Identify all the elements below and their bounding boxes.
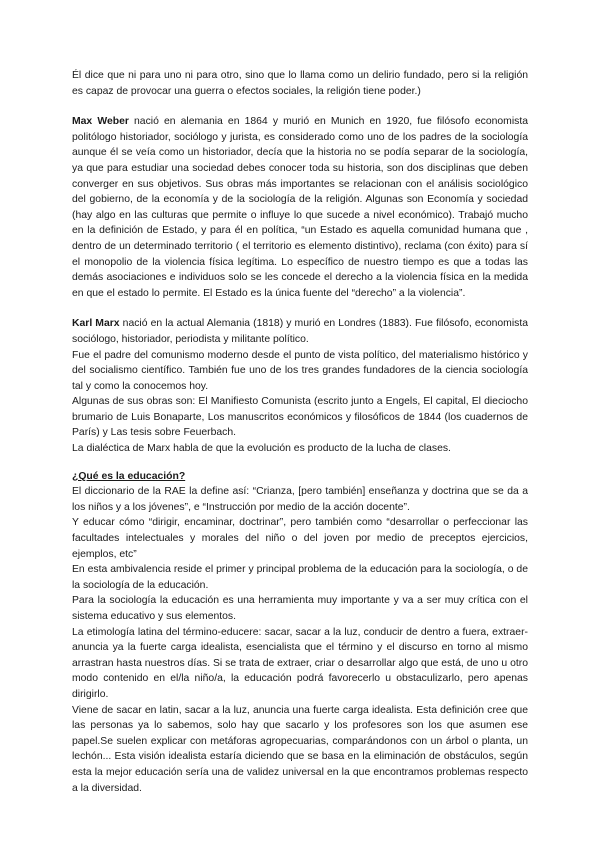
weber-paragraph — [72, 114, 528, 301]
marx-name: Karl Marx — [72, 318, 120, 330]
education-paragraph-2: Y educar cómo “dirigir, encaminar, doctrinar”, pero también como “desarrollar o perfeccionar las facultades intelectuales y morales del niño o del joven por medio de preceptos ejercicios, ejemplos, etc” — [72, 517, 528, 560]
education-paragraph-5: La etimología latina del término-educere: sacar, sacar a la luz, conducir de dentro a fuera, extraer- anuncia ya la fuerte carga idealista, esencialista que el término y el discurso en torno al mismo arrastran hasta nuestros días. Si se trata de extraer, criar o desarrollar algo que está, de uno u otro modo contenido en el/la niño/a, la educación podrá favorecerlo u obstaculizarlo, pero apenas dirigirlo. — [72, 626, 528, 700]
spacer — [72, 99, 528, 114]
weber-text: nació en alemania en 1864 y murió en Munich en 1920, fue filósofo economista politólogo historiador, sociólogo y jurista, es considerado como uno de los padres de la sociología aunque él se veía como un historiador, decía que la historia no se podía separar de la sociología, ya que para estudiar una sociedad debes conocer toda su historia, son dos disciplinas que deben converger en sus objetivos. Sus obras más importantes se relacionan con el análisis sociológico del gobierno, de la economía y de la sociología de la religión. Algunas son Economía y sociedad (hay algo en las culturas que permite o influye lo que sucede a nivel económico). Trabajó mucho en la definición de Estado, y para él en política, “un Estado es aquella comunidad humana que , dentro de un determinado territorio ( el territorio es elemento distintivo), reclama (con éxito) para sí el monopolio de la violencia física legítima. Lo específico de nuestro tiempo es que a todas las demás asociaciones e individuos solo se les concede el derecho a la violencia física en la medida en que el estado lo permite. El Estado es la única fuente del “derecho” a la violencia”. — [72, 116, 529, 299]
spacer — [72, 301, 528, 316]
marx-text-1: nació en la actual Alemania (1818) y murió en Londres (1883). Fue filósofo, economista sociólogo, historiador, periodista y militante político. — [72, 318, 529, 345]
marx-paragraph-3: Algunas de sus obras son: El Manifiesto Comunista (escrito junto a Engels, El capital, El dieciocho brumario de Luis Bonaparte, Los manuscritos económicos y filosóficos de 1844 (los cuadernos de París) y Las tesis sobre Feuerbach. — [72, 396, 528, 439]
education-paragraph-4: Para la sociología la educación es una herramienta muy importante y va a ser muy crítica con el sistema educativo y sus elementos. — [72, 595, 528, 622]
education-paragraph-3: En esta ambivalencia reside el primer y principal problema de la educación para la sociología, o de la sociología de la educación. — [72, 564, 528, 591]
marx-paragraph-4: La dialéctica de Marx habla de que la evolución es producto de la lucha de clases. — [72, 443, 451, 455]
education-heading: ¿Qué es la educación? — [72, 470, 186, 482]
spacer — [72, 457, 528, 469]
weber-name: Max Weber — [72, 116, 129, 128]
marx-paragraph-2: Fue el padre del comunismo moderno desde el punto de vista político, del materialismo histórico y del socialismo científico. También fue uno de los tres grandes fundadores de la ciencia sociología tal y como la conocemos hoy. — [72, 349, 528, 392]
marx-paragraph-1 — [72, 316, 528, 347]
education-paragraph-1: El diccionario de la RAE la define así: “Crianza, [pero también] enseñanza y doctrina que se da a los niños y a los jóvenes”, e “Instrucción por medio de la acción docente”. — [72, 486, 528, 513]
intro-paragraph: Él dice que ni para uno ni para otro, sino que lo llama como un delirio fundado, pero si la religión es capaz de provocar una guerra o efectos sociales, la religión tiene poder.) — [72, 70, 528, 97]
education-paragraph-6: Viene de sacar en latin, sacar a la luz, anuncia una fuerte carga idealista. Esta definición cree que las personas ya lo sabemos, solo hay que sacarlo y los profesores son los que asumen ese papel.Se suelen explicar con metáforas agropecuarias, comparándonos con un árbol o planta, un lechón... Esta visión idealista estaría diciendo que se basa en la eliminación de obstáculos, según esta la mejor educación sería una de validez universal en la que encontramos problemas respecto a la diversidad. — [72, 704, 528, 794]
